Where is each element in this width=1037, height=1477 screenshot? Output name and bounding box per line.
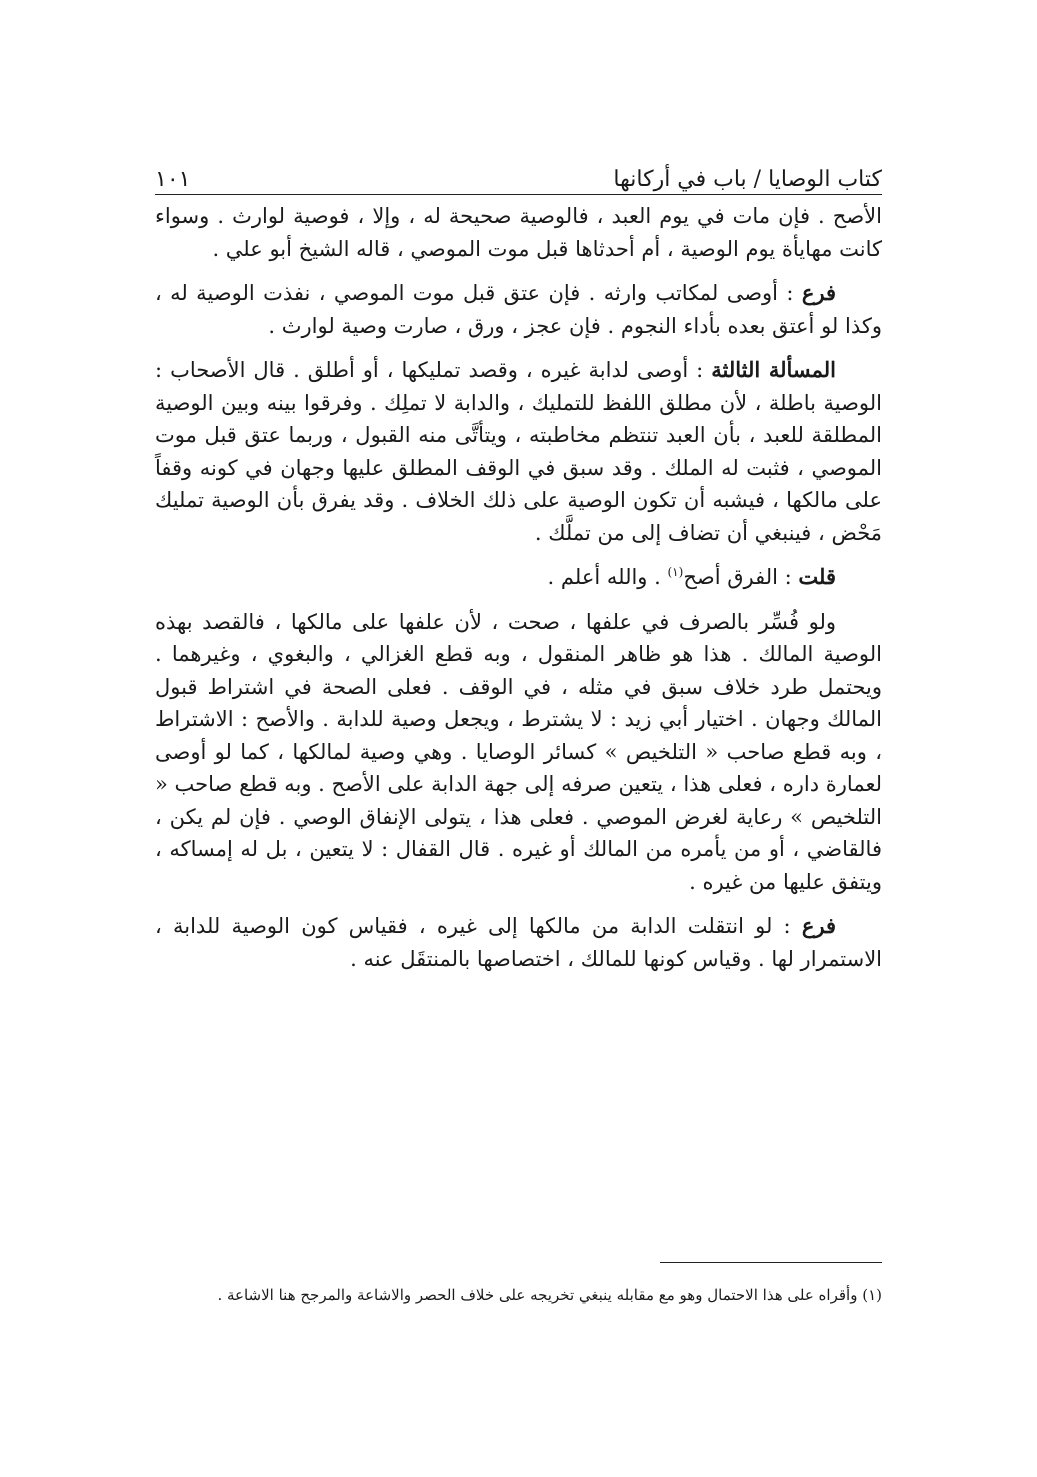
- paragraph-3: [155, 354, 882, 549]
- footnote-reference[interactable]: (١): [667, 565, 684, 579]
- paragraph-lead: المسألة الثالثة: [711, 357, 837, 382]
- paragraph-5: [155, 606, 882, 899]
- paragraph-text: : أوصى لمكاتب وارثه . فإن عتق قبل موت الموصي ، نفذت الوصية له ، وكذا لو أعتق بعده بأداء النجوم . فإن عجز ، ورق ، صارت وصية لوارث .: [155, 281, 882, 338]
- running-title: كتاب الوصايا / باب في أركانها: [613, 167, 882, 192]
- paragraph-6: [155, 910, 882, 975]
- paragraph-text: : أوصى لدابة غيره ، وقصد تمليكها ، أو أطلق . قال الأصحاب : الوصية باطلة ، لأن مطلق اللفظ للتمليك ، والدابة لا تملِك . وفرقوا بينه وبين الوصية المطلقة للعبد ، بأن العبد تنتظم مخاطبته ، ويتأتَّى منه القبول ، وربما عتق قبل موت الموصي ، فثبت له الملك . وقد سبق في الوقف المطلق عليها وجهان في كونه وقفاً على مالكها ، فيشبه أن تكون الوصية على ذلك الخلاف . وقد يفرق بأن الوصية تمليك مَحْض ، فينبغي أن تضاف إلى من تملَّك .: [155, 358, 882, 545]
- footnote-text: وأقراه على هذا الاحتمال وهو مع مقابله ينبغي تخريجه على خلاف الحصر والاشاعة والمرجح هنا الاشاعة .: [217, 1286, 863, 1304]
- paragraph-4: [155, 561, 882, 594]
- footnote-marker: (١): [862, 1286, 882, 1304]
- paragraph-lead: فرع: [801, 280, 836, 305]
- paragraph-text: : الفرق أصح: [683, 565, 799, 589]
- paragraph-text: الأصح . فإن مات في يوم العبد ، فالوصية صحيحة له ، وإلا ، فوصية لوارث . وسواء كانت مهايأة يوم الوصية ، أم أحدثاها قبل موت الموصي ، قاله الشيخ أبو علي .: [155, 204, 882, 261]
- page-number: ١٠١: [155, 167, 191, 192]
- paragraph-lead: فرع: [801, 913, 836, 938]
- page-header: [155, 152, 882, 192]
- paragraph-text: ولو فُسِّر بالصرف في علفها ، صحت ، لأن علفها على مالكها ، فالقصد بهذه الوصية المالك . هذا هو ظاهر المنقول ، وبه قطع الغزالي ، والبغوي ، وغيرهما . ويحتمل طرد خلاف سبق في مثله ، في الوقف . فعلى الصحة في اشتراط قبول المالك وجهان . اختيار أبي زيد : لا يشترط ، ويجعل وصية للدابة . والأصح : الاشتراط ، وبه قطع صاحب « التلخيص » كسائر الوصايا . وهي وصية لمالكها ، كما لو أوصى لعمارة داره ، فعلى هذا ، يتعين صرفه إلى جهة الدابة على الأصح . وبه قطع صاحب « التلخيص » رعاية لغرض الموصي . فعلى هذا ، يتولى الإنفاق الوصي . فإن لم يكن ، فالقاضي ، أو من يأمره من المالك أو غيره . قال القفال : لا يتعين ، بل له إمساكه ، ويتفق عليها من غيره .: [155, 609, 882, 894]
- paragraph-text: : لو انتقلت الدابة من مالكها إلى غيره ، فقياس كون الوصية للدابة ، الاستمرار لها . وقياس كونها للمالك ، اختصاصها بالمنتقَل عنه .: [155, 914, 882, 971]
- footnote-rule: [660, 1262, 882, 1263]
- main-text: [155, 200, 882, 987]
- paragraph-tail: . والله أعلم .: [547, 565, 668, 589]
- header-rule: [155, 194, 882, 195]
- footnote: [155, 1282, 882, 1308]
- paragraph-2: [155, 277, 882, 342]
- paragraph-1: [155, 200, 882, 265]
- paragraph-lead: قلت: [798, 564, 836, 589]
